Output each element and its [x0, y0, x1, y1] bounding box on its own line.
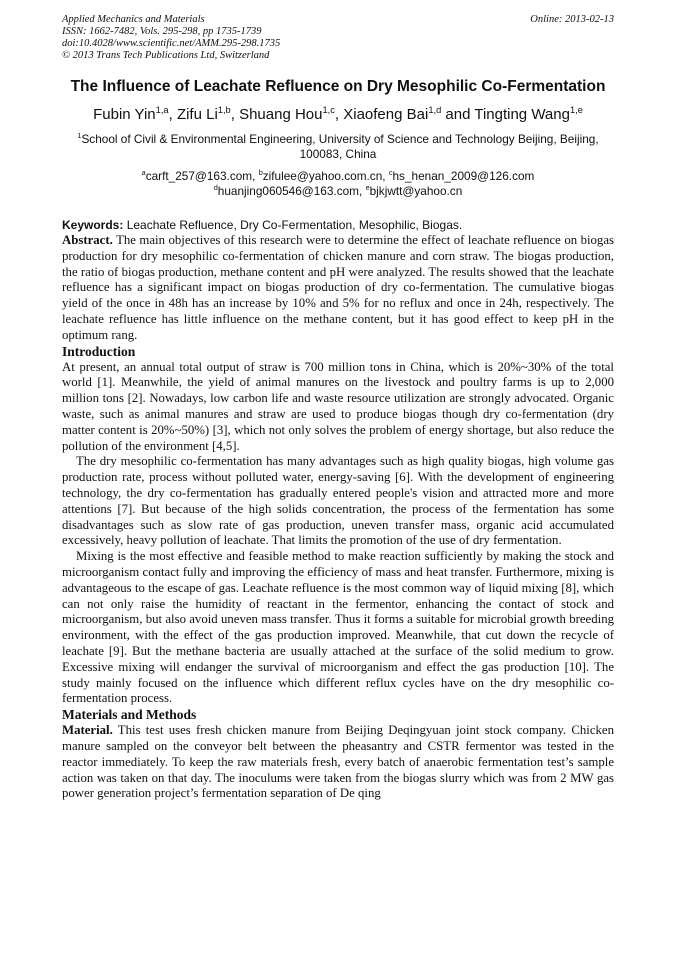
- author-name: Tingting Wang: [474, 106, 570, 123]
- email-address: zifulee@yahoo.com.cn: [262, 169, 383, 183]
- methods-heading: Materials and Methods: [62, 707, 197, 723]
- email-address: huanjing060546@163.com: [217, 184, 359, 198]
- email-list: $^a$carft_257@163.com, $^b$zifulee@yahoo.com.cn, $^c$hs_henan_2009@126.com $^d$huanjing060546@163.com, $^e$bjkjwtt@yahoo.cn: [141, 168, 535, 198]
- email-marker: a: [141, 168, 146, 178]
- email-marker: e: [365, 183, 370, 193]
- email-address: hs_henan_2009@126.com: [392, 169, 535, 183]
- material-paragraph: [62, 723, 614, 802]
- introduction-heading: Introduction: [62, 343, 136, 359]
- author-name: Xiaofeng Bai: [343, 106, 429, 123]
- journal-copyright: © 2013 Trans Tech Publications Ltd, Switzerland: [62, 50, 270, 61]
- author-affiliation-marker: 1,e: [569, 105, 583, 115]
- author-affiliation-marker: 1,a: [155, 105, 169, 115]
- author-separator: ,: [230, 106, 240, 123]
- keywords-text: Leachate Refluence, Dry Co-Fermentation, Mesophilic, Biogas.: [126, 218, 463, 232]
- author-affiliation-marker: 1,d: [428, 105, 442, 115]
- journal-header: [62, 14, 614, 62]
- affiliation-text: School of Civil & Environmental Engineering, University of Science and Technology Beijing, Beijing, 100083, China: [81, 132, 599, 161]
- online-date: Online: 2013-02-13: [530, 14, 614, 25]
- intro-paragraph-1: At present, an annual total output of straw is 700 million tons in China, which is 20%~30% of the total world [1]. Meanwhile, the yield of animal manures on the livestock and poultry farms is up to 2,000 million tons [2]. Nowadays, low carbon life and waste resource utilization are strongly advocated. Organic waste, such as animal manures and straw are used to produce biogas though dry co-fermentation (dry matter content is 20%~50%) [3], which not only solves the problem of energy shortage, but also reduce the pollution of the environment [4,5].: [62, 359, 614, 453]
- author-name: Fubin Yin: [93, 106, 156, 123]
- journal-name: Applied Mechanics and Materials: [62, 14, 205, 25]
- journal-issn: ISSN: 1662-7482, Vols. 295-298, pp 1735-1739: [62, 26, 262, 37]
- abstract: [62, 233, 614, 344]
- author-separator: ,: [168, 106, 177, 123]
- material-label: Material.: [62, 723, 113, 738]
- author-separator: and: [441, 106, 475, 123]
- abstract-label: Abstract.: [62, 233, 113, 247]
- author-name: Shuang Hou: [239, 106, 323, 123]
- intro-paragraph-2: The dry mesophilic co-fermentation has many advantages such as high quality biogas, high volume gas production rate, process without polluted water, energy-saving [6]. With the development of engineering technology, the dry co-fermentation has gradually entered people's vision and attracted more and more attentions [7]. But because of the high solids concentration, the process of the fermentation has some disadvantages such as slow rate of gas production, uneven transfer mass, organic acid accumulated excessively, heavy pollution of leachate. That limits the promotion of the use of dry fermentation.: [62, 454, 614, 548]
- paper-title: The Influence of Leachate Refluence on Dry Mesophilic Co-Fermentation: [70, 78, 606, 95]
- email-marker: d: [213, 183, 218, 193]
- email-address: bjkjwtt@yahoo.cn: [369, 184, 463, 198]
- author-affiliation-marker: 1,c: [322, 105, 335, 115]
- material-text: This test uses fresh chicken manure from Beijing Deqingyuan joint stock company. Chicken manure sampled on the conveyor belt between the pheasantry and CSTR fermentor was tested in the reactor immediately. To keep the raw materials fresh, every batch of anaerobic fermentation test’s sample action was taken on that day. The inoculums were taken from the biogas slurry which was from 2 MW gas power generation project’s fermentation separation of De qing: [62, 723, 615, 801]
- affiliation: [62, 132, 614, 162]
- journal-doi: doi:10.4028/www.scientific.net/AMM.295-298.1735: [62, 38, 281, 49]
- paper-page: [62, 14, 614, 802]
- abstract-text: The main objectives of this research were to determine the effect of leachate refluence on biogas production for dry mesophilic co-fermentation of chicken manure and corn straw. The biogas production, the ratio of biogas production, methane content and pH were analyzed. The results showed that the leachate refluence has a significant impact on biogas production of dry co-fermentation. The cumulative biogas yield of the once in 48h has an increase by 10% and 5% for no reflux and once in 24h, respectively. The leachate refluence has little influence on the methane content, but it has good effect to keep pH in the optimum rang.: [62, 233, 614, 342]
- author-separator: ,: [334, 106, 344, 123]
- intro-paragraph-3: Mixing is the most effective and feasible method to make reaction sufficiently by making the stock and microorganism contact fully and improving the efficiency of mass and heat transfer. Furthermore, mixing is advantageous to the escape of gas. Leachate refluence is the most common way of liquid mixing [8], which can not only raise the humidity of reactant in the fermentor, enhancing the contact of stock and microorganism, but also avoid uneven mass transfer. Thus it forms a suitable for microbial growth breeding environment, with the effect of the gas production improved. Meanwhile, that cut down the recycle of leachate [9]. But the methane bacteria are usually attached at the surface of the solid medium to grow. Excessive mixing will endanger the survival of microorganism and effect the gas production [10]. The study mainly focused on the influence which different reflux cycles have on the dry mesophilic co-fermentation process.: [62, 549, 614, 706]
- email-marker: b: [258, 168, 263, 178]
- author-list: [62, 106, 614, 124]
- email-marker: c: [388, 168, 393, 178]
- author-name: Zifu Li: [176, 106, 218, 123]
- author-affiliation-marker: 1,b: [217, 105, 231, 115]
- keywords-label: Keywords:: [62, 218, 124, 232]
- affiliation-marker: 1: [77, 131, 82, 141]
- keywords: [62, 218, 614, 233]
- email-address: carft_257@163.com: [145, 169, 253, 183]
